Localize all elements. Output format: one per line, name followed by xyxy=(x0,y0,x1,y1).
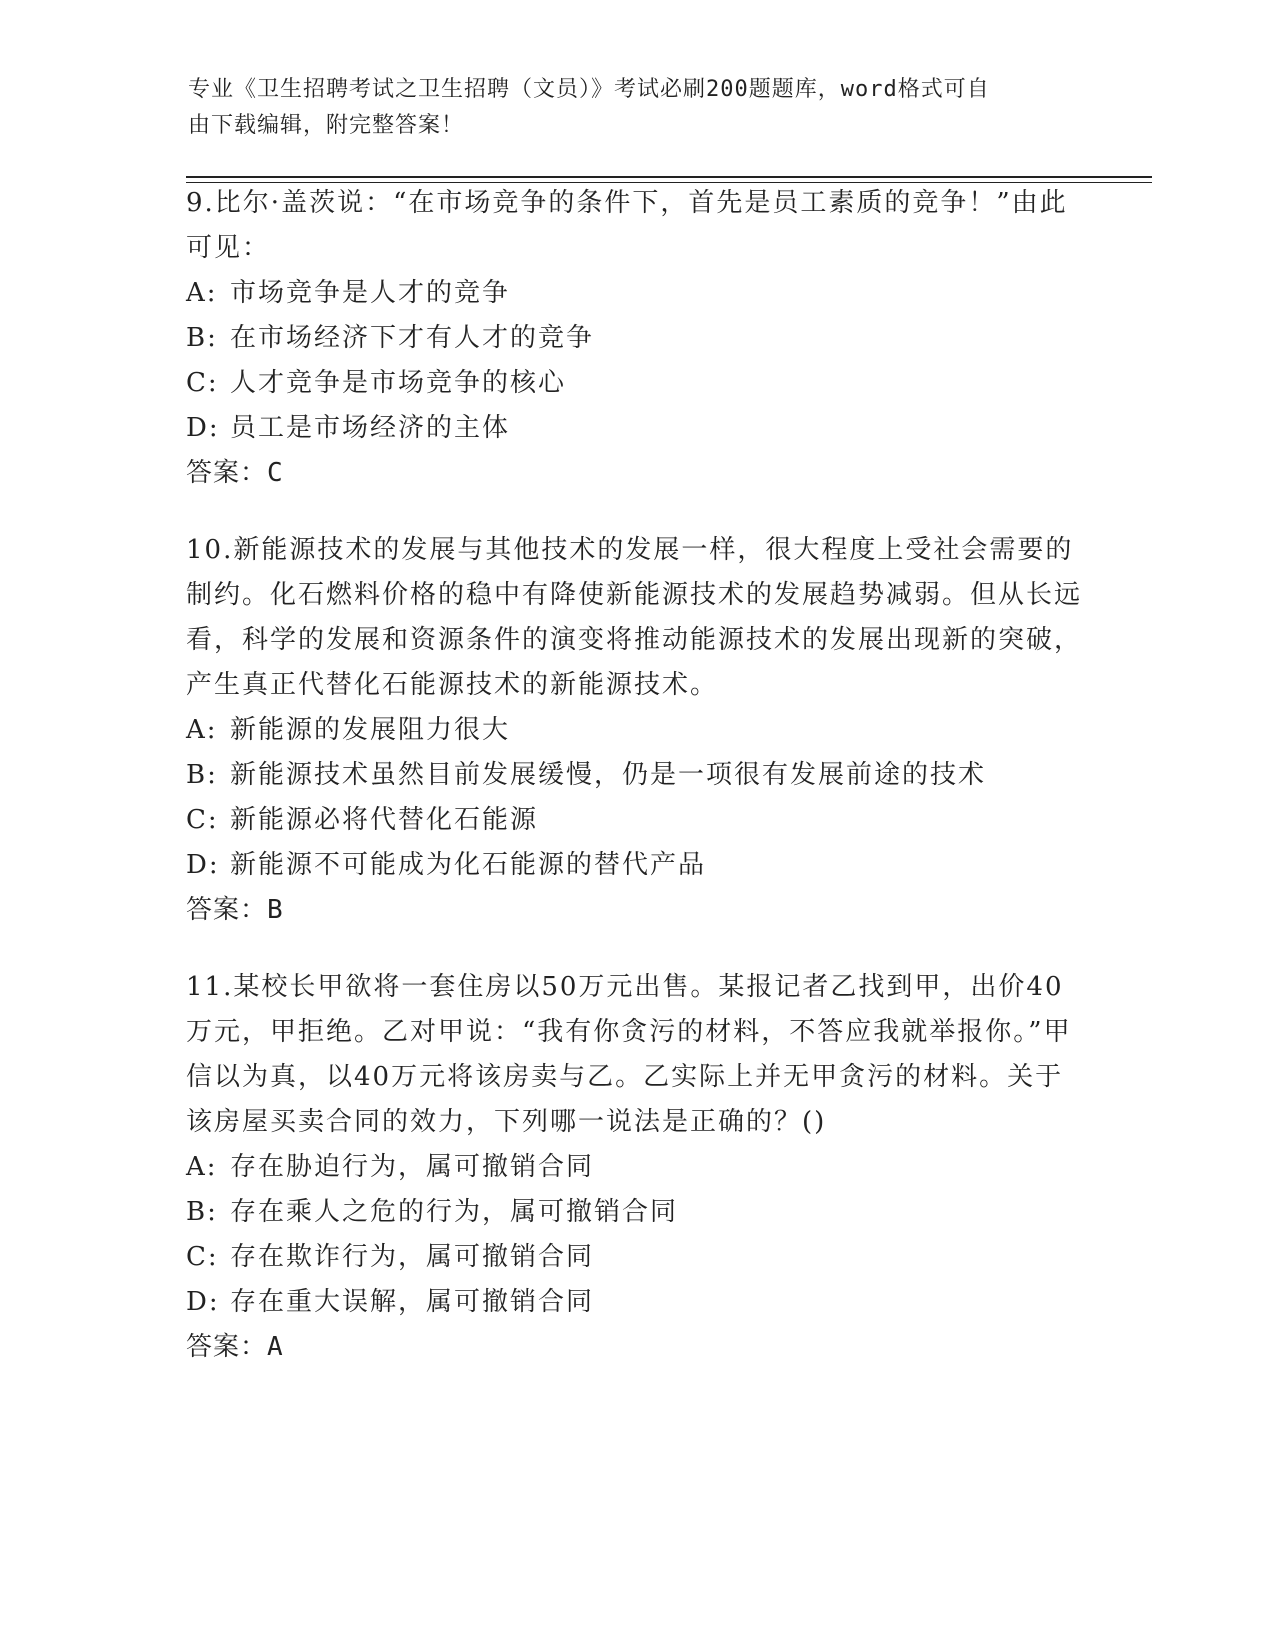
answer-line xyxy=(186,1325,1086,1370)
answer-value: B xyxy=(267,895,284,925)
option-c xyxy=(186,361,1086,406)
option-a xyxy=(186,1145,1086,1190)
option-d xyxy=(186,843,1086,888)
option-text: 人才竞争是市场竞争的核心 xyxy=(230,368,567,398)
option-c xyxy=(186,1235,1086,1280)
option-text: 员工是市场经济的主体 xyxy=(230,413,511,443)
option-text: 存在欺诈行为，属可撤销合同 xyxy=(230,1242,595,1272)
question-10 xyxy=(186,528,1086,933)
option-letter: A: xyxy=(186,1152,218,1182)
option-text: 市场竞争是人才的竞争 xyxy=(230,278,511,308)
answer-value: C xyxy=(267,458,284,488)
option-letter: C: xyxy=(186,368,219,398)
option-text: 存在胁迫行为，属可撤销合同 xyxy=(230,1152,595,1182)
question-stem: 9.比尔·盖茨说：“在市场竞争的条件下，首先是员工素质的竞争！”由此可见： xyxy=(186,188,1068,263)
answer-label: 答案： xyxy=(186,458,268,488)
header-line-2: 由下载编辑，附完整答案！ xyxy=(188,113,465,138)
header-line-1: 专业《卫生招聘考试之卫生招聘（文员）》考试必刷200题题库，word格式可自 xyxy=(188,77,990,102)
option-text: 存在重大误解，属可撤销合同 xyxy=(230,1287,595,1317)
answer-label: 答案： xyxy=(186,895,268,925)
document-header xyxy=(188,72,1068,144)
option-text: 在市场经济下才有人才的竞争 xyxy=(230,323,595,353)
question-11 xyxy=(186,965,1086,1370)
option-letter: C: xyxy=(186,1242,219,1272)
option-text: 存在乘人之危的行为，属可撤销合同 xyxy=(230,1197,679,1227)
option-b xyxy=(186,1190,1086,1235)
option-letter: C: xyxy=(186,805,219,835)
answer-line xyxy=(186,888,1086,933)
option-letter: A: xyxy=(186,278,218,308)
option-letter: B: xyxy=(186,1197,218,1227)
option-letter: D: xyxy=(186,413,220,443)
option-text: 新能源技术虽然目前发展缓慢，仍是一项很有发展前途的技术 xyxy=(230,760,987,790)
question-9 xyxy=(186,181,1086,496)
answer-label: 答案： xyxy=(186,1332,268,1362)
question-stem: 10.新能源技术的发展与其他技术的发展一样，很大程度上受社会需要的制约。化石燃料价格的稳中有降使新能源技术的发展趋势减弱。但从长远看，科学的发展和资源条件的演变将推动能源技术的发展出现新的突破，产生真正代替化石能源技术的新能源技术。 xyxy=(186,535,1083,700)
option-a xyxy=(186,271,1086,316)
option-letter: A: xyxy=(186,715,218,745)
option-text: 新能源的发展阻力很大 xyxy=(230,715,511,745)
option-text: 新能源必将代替化石能源 xyxy=(230,805,539,835)
option-letter: D: xyxy=(186,850,220,880)
option-letter: B: xyxy=(186,323,218,353)
answer-value: A xyxy=(267,1332,284,1362)
answer-line xyxy=(186,451,1086,496)
option-a xyxy=(186,708,1086,753)
option-b xyxy=(186,753,1086,798)
option-d xyxy=(186,1280,1086,1325)
option-letter: B: xyxy=(186,760,218,790)
option-b xyxy=(186,316,1086,361)
option-letter: D: xyxy=(186,1287,220,1317)
option-text: 新能源不可能成为化石能源的替代产品 xyxy=(230,850,707,880)
option-d xyxy=(186,406,1086,451)
option-c xyxy=(186,798,1086,843)
question-stem: 11.某校长甲欲将一套住房以50万元出售。某报记者乙找到甲，出价40万元，甲拒绝。乙对甲说：“我有你贪污的材料，不答应我就举报你。”甲信以为真，以40万元将该房卖与乙。乙实际上并无甲贪污的材料。关于该房屋买卖合同的效力，下列哪一说法是正确的？() xyxy=(186,972,1072,1137)
header-divider-thick xyxy=(186,176,1152,178)
